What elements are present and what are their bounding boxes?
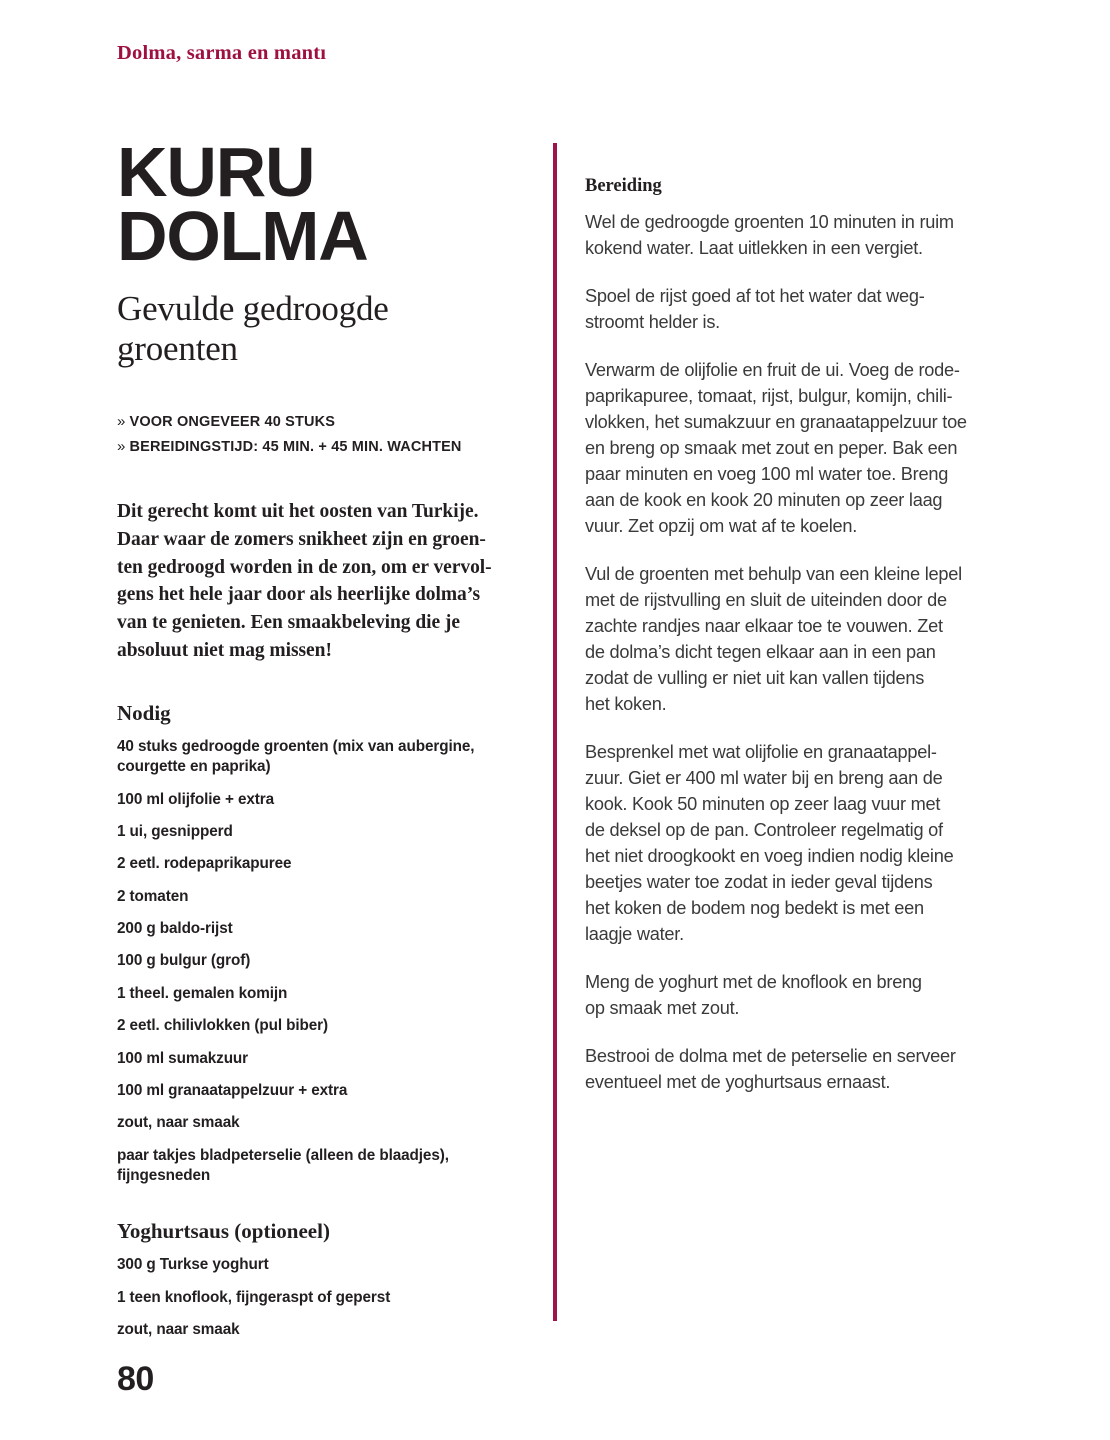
step-line: op smaak met zout.: [585, 998, 740, 1019]
step-line: de dolma’s dicht tegen elkaar aan in een pan: [585, 642, 936, 663]
sauce-ingredient-line: 1 teen knoflook, fijngeraspt of geperst: [117, 1288, 391, 1306]
ingredient-item: [117, 822, 529, 842]
step-line: Vul de groenten met behulp van een kleine lepel: [585, 564, 962, 585]
ingredients-block: [117, 701, 529, 1186]
sauce-ingredient-item: [117, 1255, 529, 1275]
meta-yield-text: VOOR ONGEVEER 40 STUKS: [129, 413, 336, 430]
ingredient-item: [117, 984, 529, 1004]
ingredient-item: [117, 1081, 529, 1101]
ingredient-line: 200 g baldo-rijst: [117, 920, 233, 938]
preparation-step: [585, 209, 990, 261]
step-line: vlokken, het sumakzuur en granaatappelzuur toe: [585, 412, 967, 433]
step-line: Bestrooi de dolma met de peterselie en serveer: [585, 1046, 956, 1067]
ingredient-item: [117, 854, 529, 874]
preparation-step: [585, 1043, 990, 1095]
ingredient-line: 40 stuks gedroogde groenten (mix van aubergine,: [117, 738, 475, 756]
step-line: vuur. Zet opzij om wat af te koelen.: [585, 516, 858, 537]
step-line: Spoel de rijst goed af tot het water dat weg-: [585, 286, 925, 307]
ingredient-line: paar takjes bladpeterselie (alleen de blaadjes),: [117, 1146, 449, 1164]
step-line: de deksel op de pan. Controleer regelmatig of: [585, 820, 943, 841]
step-line: paprikapuree, tomaat, rijst, bulgur, komijn, chili-: [585, 386, 953, 407]
preparation-heading: Bereiding: [585, 176, 662, 196]
ingredient-line: 100 ml olijfolie + extra: [117, 790, 275, 808]
step-line: het koken.: [585, 694, 667, 715]
ingredients-heading: Nodig: [117, 701, 171, 726]
guillemet-icon: »: [117, 437, 126, 455]
step-line: Meng de yoghurt met de knoflook en breng: [585, 972, 922, 993]
recipe-subtitle: [117, 289, 529, 370]
sauce-ingredient-line: zout, naar smaak: [117, 1320, 240, 1338]
step-line: kook. Kook 50 minuten op zeer laag vuur met: [585, 794, 941, 815]
ingredient-line: 100 ml granaatappelzuur + extra: [117, 1081, 348, 1099]
step-line: zodat de vulling er niet uit kan vallen tijdens: [585, 668, 925, 689]
recipe-title: [117, 133, 529, 276]
preparation-step: [585, 739, 990, 947]
preparation-step: [585, 283, 990, 335]
step-line: Verwarm de olijfolie en fruit de ui. Voeg de rode-: [585, 360, 960, 381]
ingredient-item: [117, 919, 529, 939]
sauce-ingredient-item: [117, 1320, 529, 1340]
step-line: het koken de bodem nog bedekt is met een: [585, 898, 924, 919]
intro-line: Daar waar de zomers snikheet zijn en groen-: [117, 528, 486, 550]
ingredient-line: fijngesneden: [117, 1166, 211, 1184]
intro-line: Dit gerecht komt uit het oosten van Turkije.: [117, 500, 479, 522]
step-line: zuur. Giet er 400 ml water bij en breng aan de: [585, 768, 943, 789]
recipe-intro: [117, 498, 529, 665]
recipe-title-line-2: DOLMA: [117, 197, 368, 276]
ingredient-line: 100 ml sumakzuur: [117, 1049, 249, 1067]
preparation-step: [585, 561, 990, 717]
ingredient-line: 100 g bulgur (grof): [117, 952, 251, 970]
sauce-heading: Yoghurtsaus (optioneel): [117, 1219, 330, 1244]
step-line: laagje water.: [585, 924, 684, 945]
meta-line-time: [117, 435, 529, 460]
sauce-ingredients-block: [117, 1219, 529, 1340]
recipe-title-line-1: KURU: [117, 133, 315, 211]
step-line: eventueel met de yoghurtsaus ernaast.: [585, 1072, 891, 1093]
recipe-subtitle-line-2: groenten: [117, 329, 238, 369]
column-divider: [553, 143, 557, 1321]
ingredient-item: [117, 1113, 529, 1133]
step-line: aan de kook en kook 20 minuten op zeer laag: [585, 490, 943, 511]
ingredient-line: 1 ui, gesnipperd: [117, 823, 233, 841]
step-line: en breng op smaak met zout en peper. Bak een: [585, 438, 958, 459]
ingredient-item: [117, 1146, 529, 1187]
ingredient-item: [117, 1049, 529, 1069]
meta-line-yield: [117, 410, 529, 435]
intro-line: van te genieten. Een smaakbeleving die je: [117, 612, 460, 634]
ingredient-item: [117, 1016, 529, 1036]
step-line: Besprenkel met wat olijfolie en granaatappel-: [585, 742, 937, 763]
recipe-subtitle-line-1: Gevulde gedroogde: [117, 288, 389, 328]
step-line: Wel de gedroogde groenten 10 minuten in ruim: [585, 212, 954, 232]
right-column: [585, 176, 990, 1117]
step-line: paar minuten en voeg 100 ml water toe. Breng: [585, 464, 949, 485]
ingredient-item: [117, 951, 529, 971]
intro-line: absoluut niet mag missen!: [117, 640, 332, 662]
ingredient-item: [117, 737, 529, 778]
preparation-step: [585, 357, 990, 539]
page-number: 80: [117, 1360, 154, 1398]
ingredient-item: [117, 887, 529, 907]
step-line: kokend water. Laat uitlekken in een vergiet.: [585, 238, 923, 259]
ingredient-item: [117, 790, 529, 810]
sauce-ingredient-line: 300 g Turkse yoghurt: [117, 1256, 269, 1274]
running-head: Dolma, sarma en mantı: [117, 42, 327, 64]
preparation-step: [585, 969, 990, 1021]
ingredient-line: 2 eetl. chilivlokken (pul biber): [117, 1017, 329, 1035]
ingredient-line: 2 eetl. rodepaprikapuree: [117, 855, 292, 873]
step-line: met de rijstvulling en sluit de uiteinden door de: [585, 590, 947, 611]
left-column: [117, 133, 529, 1352]
ingredient-line: courgette en paprika): [117, 758, 271, 776]
guillemet-icon: »: [117, 412, 126, 430]
step-line: het niet droogkookt en voeg indien nodig kleine: [585, 846, 954, 867]
intro-line: gens het hele jaar door als heerlijke dolma’s: [117, 584, 480, 606]
step-line: zachte randjes naar elkaar toe te vouwen. Zet: [585, 616, 943, 637]
ingredient-line: 1 theel. gemalen komijn: [117, 984, 288, 1002]
step-line: stroomt helder is.: [585, 312, 720, 333]
intro-line: ten gedroogd worden in de zon, om er vervol-: [117, 556, 492, 578]
step-line: beetjes water toe zodat in ieder geval tijdens: [585, 872, 933, 893]
recipe-meta: [117, 410, 529, 460]
ingredient-line: zout, naar smaak: [117, 1114, 240, 1132]
ingredient-line: 2 tomaten: [117, 887, 189, 905]
meta-time-text: BEREIDINGSTIJD: 45 MIN. + 45 MIN. WACHTEN: [129, 438, 462, 455]
sauce-ingredient-item: [117, 1288, 529, 1308]
